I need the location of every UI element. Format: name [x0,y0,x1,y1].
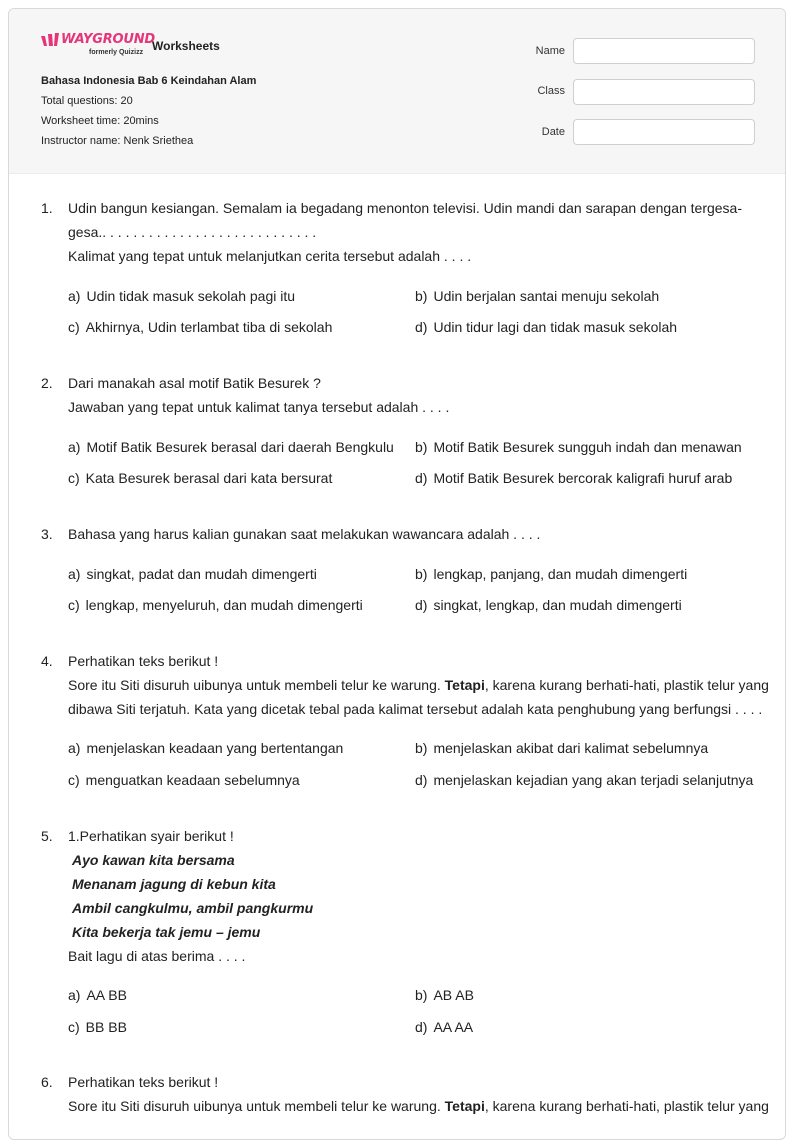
question-number: 6. [41,1074,53,1090]
bold-word: Tetapi [444,677,485,693]
question-text: Bait lagu di atas berima . . . . [68,948,246,964]
option-d[interactable]: d) AA AA [415,1019,474,1035]
logo-subtitle: formerly Quizizz [89,49,144,56]
name-field[interactable] [573,38,755,64]
question-number: 5. [41,828,53,844]
total-questions: Total questions: 20 [41,95,133,107]
question-text: 1.Perhatikan syair berikut ! [68,828,234,844]
option-a[interactable]: a) singkat, padat dan mudah dimengerti [68,566,317,582]
option-c[interactable]: c) BB BB [68,1019,127,1035]
bold-word: Tetapi [444,1098,485,1114]
question-text: Sore itu Siti disuruh uibunya untuk membeli telur ke warung. Tetapi, karena kurang berhati-hati, plastik telur yang [68,1098,769,1114]
worksheet-header [9,9,785,174]
option-a[interactable]: a) menjelaskan keadaan yang bertentangan [68,740,344,756]
date-field[interactable] [573,119,755,145]
name-label: Name [535,45,565,57]
class-label: Class [537,85,565,97]
wayground-logo-icon [41,33,61,49]
question-number: 1. [41,200,53,216]
poem-line: Kita bekerja tak jemu – jemu [72,924,261,940]
question-text: Perhatikan teks berikut ! [68,1074,219,1090]
option-c[interactable]: c) menguatkan keadaan sebelumnya [68,772,300,788]
logo-wordmark: WAYGROUND [61,32,156,47]
option-a[interactable]: a) Motif Batik Besurek berasal dari daerah Bengkulu [68,439,394,455]
worksheet-time: Worksheet time: 20mins [41,115,159,127]
class-field[interactable] [573,79,755,105]
option-b[interactable]: b) AB AB [415,987,474,1003]
option-d[interactable]: d) menjelaskan kejadian yang akan terjadi selanjutnya [415,772,754,788]
option-c[interactable]: c) Akhirnya, Udin terlambat tiba di sekolah [68,319,333,335]
poem-line: Menanam jagung di kebun kita [72,876,276,892]
date-label: Date [541,126,565,138]
question-text: gesa.. . . . . . . . . . . . . . . . . . . . . . . . . . . . [68,224,317,240]
instructor-name: Instructor name: Nenk Sriethea [41,135,194,147]
question-text: Dari manakah asal motif Batik Besurek ? [68,375,321,391]
worksheet-page [8,8,786,1140]
question-number: 4. [41,653,53,669]
option-c[interactable]: c) lengkap, menyeluruh, dan mudah dimengerti [68,597,363,613]
option-b[interactable]: b) Motif Batik Besurek sungguh indah dan menawan [415,439,742,455]
question-text: Udin bangun kesiangan. Semalam ia begadang menonton televisi. Udin mandi dan sarapan dengan tergesa- [68,200,743,216]
wayground-logo [41,31,156,59]
question-text: Perhatikan teks berikut ! [68,653,219,669]
option-d[interactable]: d) Motif Batik Besurek bercorak kaligrafi huruf arab [415,470,733,486]
option-b[interactable]: b) Udin berjalan santai menuju sekolah [415,288,660,304]
question-text: dibawa Siti terjatuh. Kata yang dicetak tebal pada kalimat tersebut adalah kata penghubung yang berfungsi . . . . [68,701,763,717]
poem-line: Ayo kawan kita bersama [72,852,235,868]
poem-line: Ambil cangkulmu, ambil pangkurmu [72,900,314,916]
option-b[interactable]: b) lengkap, panjang, dan mudah dimengerti [415,566,688,582]
question-text: Jawaban yang tepat untuk kalimat tanya tersebut adalah . . . . [68,399,450,415]
option-b[interactable]: b) menjelaskan akibat dari kalimat sebelumnya [415,740,709,756]
worksheet-title: Bahasa Indonesia Bab 6 Keindahan Alam [41,75,257,87]
option-a[interactable]: a) AA BB [68,987,127,1003]
option-c[interactable]: c) Kata Besurek berasal dari kata bersurat [68,470,333,486]
option-a[interactable]: a) Udin tidak masuk sekolah pagi itu [68,288,296,304]
question-text: Bahasa yang harus kalian gunakan saat melakukan wawancara adalah . . . . [68,526,541,542]
question-number: 3. [41,526,53,542]
option-d[interactable]: d) Udin tidur lagi dan tidak masuk sekolah [415,319,678,335]
worksheets-label: Worksheets [152,39,220,53]
question-text: Kalimat yang tepat untuk melanjutkan cerita tersebut adalah . . . . [68,248,472,264]
question-number: 2. [41,375,53,391]
option-d[interactable]: d) singkat, lengkap, dan mudah dimengerti [415,597,682,613]
question-text: Sore itu Siti disuruh uibunya untuk membeli telur ke warung. Tetapi, karena kurang berhati-hati, plastik telur yang [68,677,769,693]
